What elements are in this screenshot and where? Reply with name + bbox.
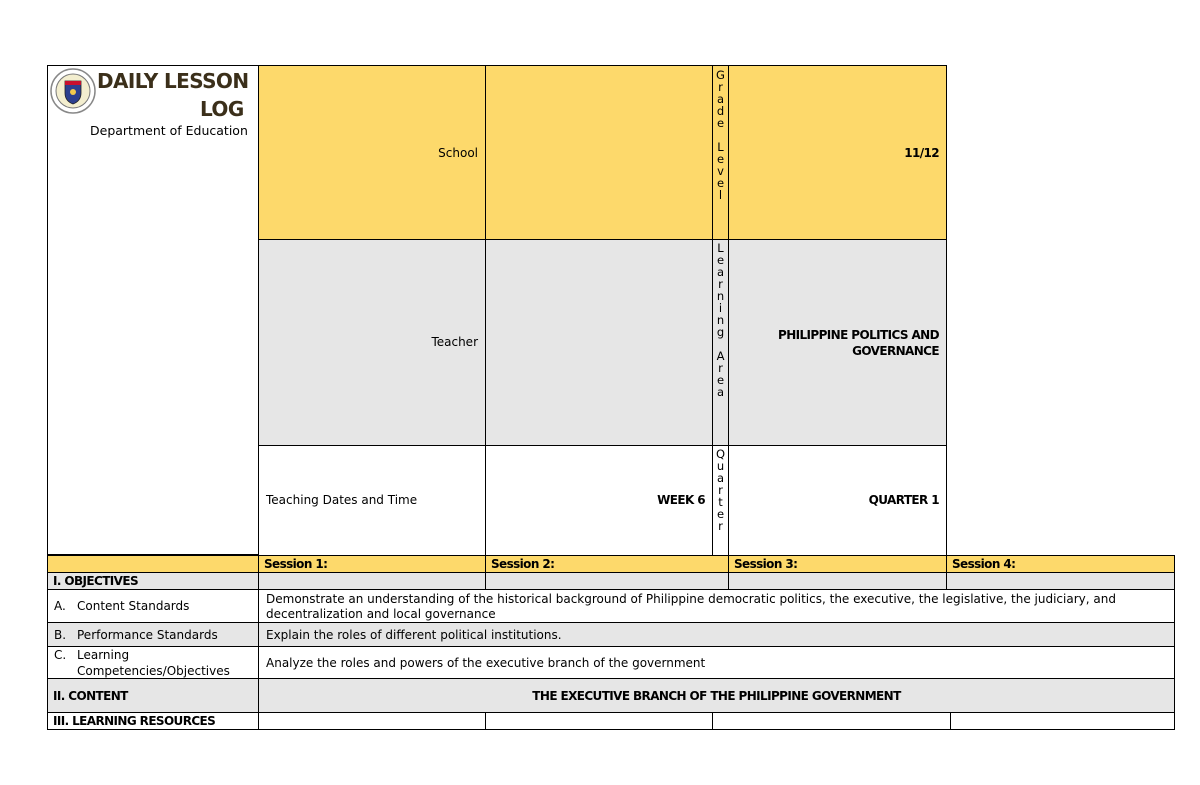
dates-label: Teaching Dates and Time <box>266 493 418 507</box>
session-4-label: Session 4: <box>952 557 1016 571</box>
session-1-header <box>258 555 486 573</box>
resources-label: III. LEARNING RESOURCES <box>53 714 216 728</box>
content-standards-letter: A. <box>54 599 66 613</box>
quarter-label-cell <box>712 445 729 556</box>
competencies-label-cell <box>47 646 259 679</box>
document-title-line2: LOG <box>200 97 244 121</box>
performance-standards-letter: B. <box>54 628 67 642</box>
content-standards-label-cell <box>47 589 259 623</box>
department-label: Department of Education <box>90 123 248 138</box>
content-value-cell <box>258 678 1175 713</box>
resources-session-4[interactable] <box>950 712 1175 730</box>
objectives-label-cell <box>47 572 259 590</box>
objectives-session-2[interactable] <box>485 572 729 590</box>
resources-session-2[interactable] <box>485 712 713 730</box>
content-standards-value-cell <box>258 589 1175 623</box>
session-1-label: Session 1: <box>264 557 328 571</box>
sessions-spacer-cell <box>47 555 259 573</box>
competencies-value: Analyze the roles and powers of the executive branch of the government <box>266 656 706 670</box>
competencies-value-cell <box>258 646 1175 679</box>
resources-label-cell <box>47 712 259 730</box>
competencies-letter: C. <box>54 648 67 662</box>
quarter-label: Q u a r t e r <box>715 447 726 533</box>
learning-area-value <box>778 327 939 359</box>
teacher-value-cell[interactable] <box>485 239 713 446</box>
quarter-value: QUARTER 1 <box>868 493 939 507</box>
learning-area-value-line1: PHILIPPINE POLITICS AND <box>778 328 939 342</box>
learning-area-label: L e a r n i n g A r e a <box>716 241 725 399</box>
content-value: THE EXECUTIVE BRANCH OF THE PHILIPPINE GOVERNMENT <box>532 689 901 703</box>
grade-level-label: G r a d e L e v e l <box>716 68 725 202</box>
learning-area-label-cell <box>712 239 729 446</box>
teacher-label-cell <box>258 239 486 446</box>
deped-seal-icon <box>49 67 97 115</box>
resources-session-1[interactable] <box>258 712 486 730</box>
school-label: School <box>438 146 478 160</box>
performance-standards-value: Explain the roles of different political institutions. <box>266 628 562 642</box>
resources-session-3[interactable] <box>712 712 951 730</box>
learning-area-value-line2: GOVERNANCE <box>852 344 939 358</box>
session-2-header <box>485 555 729 573</box>
school-value-cell[interactable] <box>485 65 713 240</box>
session-4-header <box>946 555 1175 573</box>
objectives-session-1[interactable] <box>258 572 486 590</box>
school-label-cell <box>258 65 486 240</box>
competencies-label-line1: Learning <box>77 648 130 662</box>
dates-value-cell <box>485 445 713 556</box>
document-title-line1: DAILY LESSON <box>97 69 249 93</box>
grade-value: 11/12 <box>904 146 939 160</box>
objectives-label: I. OBJECTIVES <box>53 574 138 588</box>
grade-value-cell <box>728 65 947 240</box>
session-3-label: Session 3: <box>734 557 798 571</box>
learning-area-value-cell <box>728 239 947 446</box>
session-3-header <box>728 555 947 573</box>
objectives-session-4[interactable] <box>946 572 1175 590</box>
competencies-label-line2: Competencies/Objectives <box>77 664 230 678</box>
week-value: WEEK 6 <box>657 493 705 507</box>
performance-standards-label: Performance Standards <box>77 628 218 642</box>
content-label-cell <box>47 678 259 713</box>
quarter-value-cell <box>728 445 947 556</box>
content-standards-label: Content Standards <box>77 599 190 613</box>
grade-label-cell <box>712 65 729 240</box>
content-standards-value: Demonstrate an understanding of the historical background of Philippine democratic politics, the executive, the legislative, the judiciary, and decentralization and local governance <box>266 592 1116 621</box>
header-cell <box>47 65 259 555</box>
objectives-session-3[interactable] <box>728 572 947 590</box>
session-2-label: Session 2: <box>491 557 555 571</box>
performance-standards-value-cell <box>258 622 1175 647</box>
dates-label-cell <box>258 445 486 556</box>
content-label: II. CONTENT <box>53 689 128 703</box>
teacher-label: Teacher <box>431 335 478 349</box>
performance-standards-label-cell <box>47 622 259 647</box>
